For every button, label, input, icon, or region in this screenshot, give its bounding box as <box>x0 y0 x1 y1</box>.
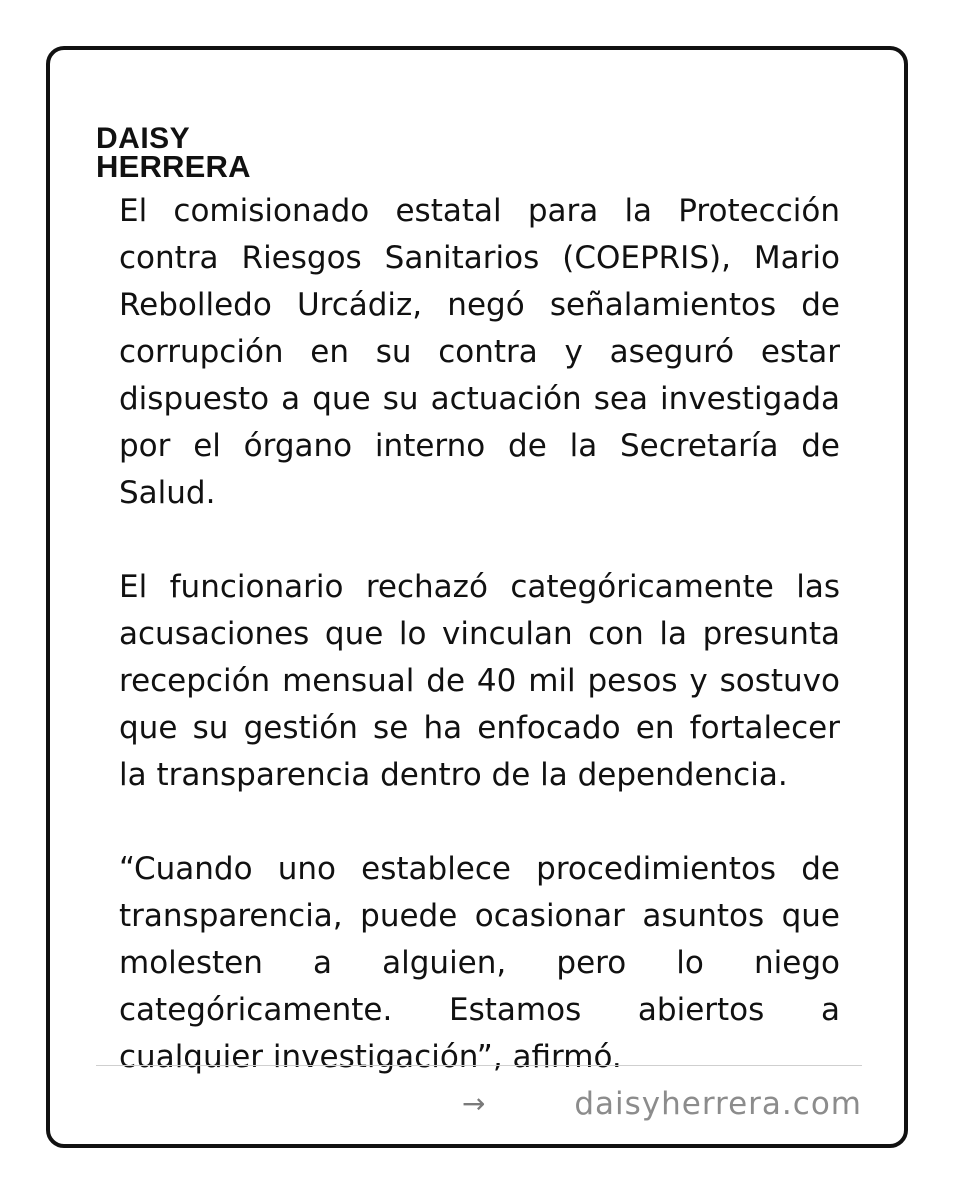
paragraph-3-quote: “Cuando uno establece procedimientos de transparencia, puede ocasionar asuntos que molesten a alguien, pero lo niego categóricamente. Estamos abiertos a cualquier investigación”, afirmó. <box>119 851 840 1075</box>
brand-logo <box>96 124 251 182</box>
footer-divider <box>96 1065 862 1066</box>
paragraph-1: El comisionado estatal para la Protección contra Riesgos Sanitarios (COEPRIS), Mario Rebolledo Urcádiz, negó señalamientos de corrupción en su contra y aseguró estar dispuesto a que su actuación sea investigada por el órgano interno de la Secretaría de Salud. <box>119 193 840 511</box>
article-body <box>119 188 840 1081</box>
website-link[interactable]: daisyherrera.com <box>574 1086 862 1122</box>
paragraph-2: El funcionario rechazó categóricamente las acusaciones que lo vinculan con la presunta recepción mensual de 40 mil pesos y sostuvo que su gestión se ha enfocado en fortalecer la transparencia dentro de la dependencia. <box>119 569 840 793</box>
brand-first-name: DAISY <box>96 122 191 155</box>
arrow-right-icon[interactable]: → <box>462 1087 486 1120</box>
brand-last-name: HERRERA <box>96 149 251 184</box>
